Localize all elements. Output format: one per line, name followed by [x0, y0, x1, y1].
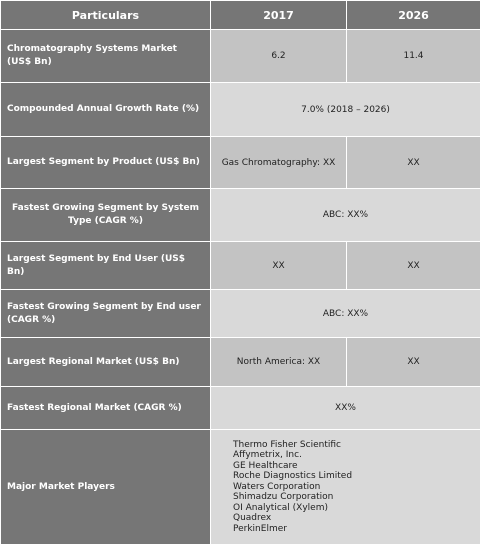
cell-merged: 7.0% (2018 – 2026): [211, 83, 480, 137]
table-row: [1, 387, 480, 430]
row-label: Compounded Annual Growth Rate (%): [1, 83, 211, 137]
players-cell: [211, 430, 480, 545]
row-label: Fastest Regional Market (CAGR %): [1, 387, 211, 430]
list-item: PerkinElmer: [233, 523, 287, 534]
table-row: [1, 137, 480, 189]
cell-merged: ABC: XX%: [211, 290, 480, 338]
list-item: OI Analytical (Xylem): [233, 502, 328, 513]
row-label: Major Market Players: [1, 430, 211, 545]
row-label: Fastest Growing Segment by End user (CAGR %): [1, 290, 211, 338]
table-row: [1, 189, 480, 242]
list-item: GE Healthcare: [233, 460, 298, 471]
list-item: Quadrex: [233, 513, 272, 524]
header-particulars: Particulars: [1, 1, 211, 30]
cell-2026: XX: [347, 137, 480, 189]
table-row: [1, 30, 480, 83]
row-label: Largest Segment by Product (US$ Bn): [1, 137, 211, 189]
header-row: [1, 1, 480, 30]
header-2017: 2017: [211, 1, 347, 30]
cell-2017: 6.2: [211, 30, 347, 83]
table-row: [1, 290, 480, 338]
cell-merged: XX%: [211, 387, 480, 430]
table-row: [1, 83, 480, 137]
row-label: Largest Segment by End User (US$ Bn): [1, 242, 211, 290]
list-item: Roche Diagnostics Limited: [233, 471, 353, 482]
row-label: Chromatography Systems Market (US$ Bn): [1, 30, 211, 83]
cell-2026: XX: [347, 338, 480, 387]
cell-2017: XX: [211, 242, 347, 290]
list-item: Shimadzu Corporation: [233, 492, 334, 503]
list-item: Affymetrix, Inc.: [233, 450, 302, 461]
cell-2026: XX: [347, 242, 480, 290]
cell-2017: Gas Chromatography: XX: [211, 137, 347, 189]
cell-merged: ABC: XX%: [211, 189, 480, 242]
table-row: [1, 242, 480, 290]
players-list: [233, 440, 474, 535]
cell-2026: 11.4: [347, 30, 480, 83]
cell-2017: North America: XX: [211, 338, 347, 387]
list-item: Thermo Fisher Scientific: [233, 439, 341, 450]
row-label: Fastest Growing Segment by System Type (CAGR %): [1, 189, 211, 242]
table-row: [1, 338, 480, 387]
header-2026: 2026: [347, 1, 480, 30]
list-item: Waters Corporation: [233, 481, 321, 492]
table-row: [1, 430, 480, 545]
row-label: Largest Regional Market (US$ Bn): [1, 338, 211, 387]
